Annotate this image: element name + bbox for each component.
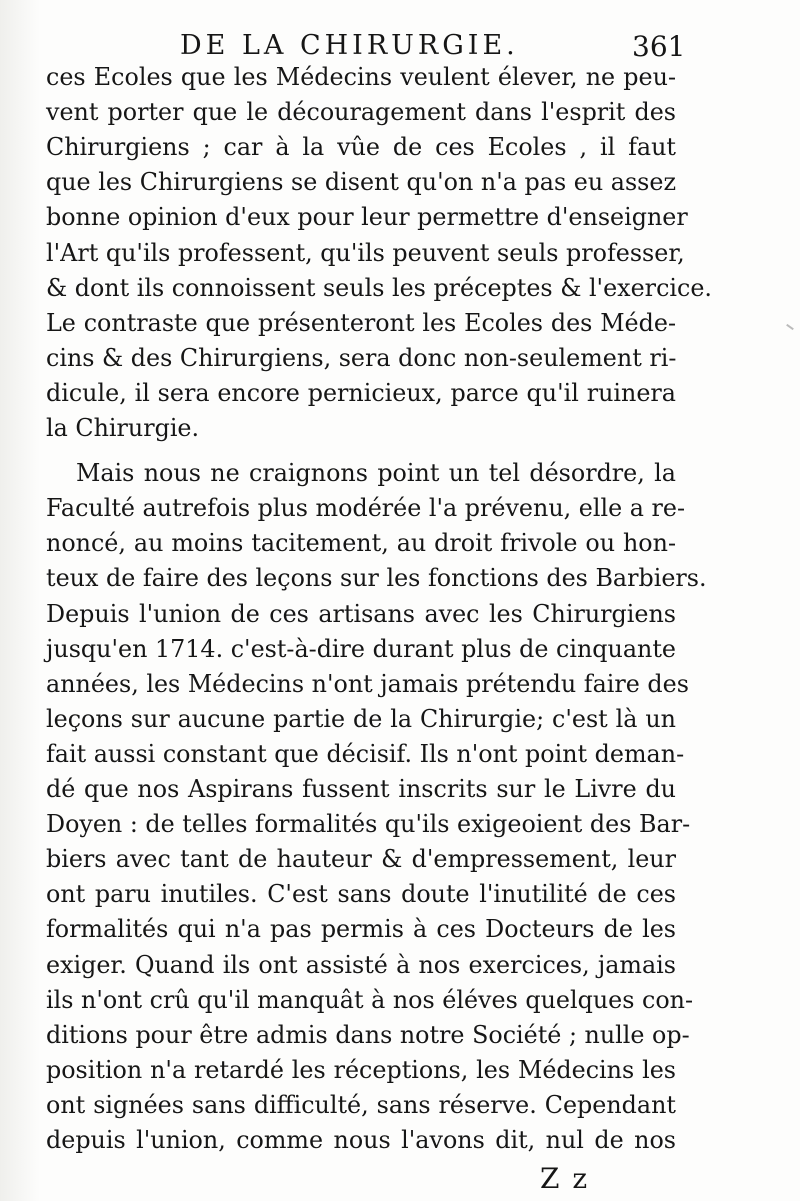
running-head: DE LA CHIRURGIE. [180, 30, 519, 61]
text-line: leçons sur aucune partie de la Chirurgie; c'est là un [46, 704, 676, 733]
text-line: formalités qui n'a pas permis à ces Docteurs de les [46, 915, 676, 944]
text-line: Le contraste que présenteront les Ecoles des Méde- [46, 308, 676, 337]
text-line: ces Ecoles que les Médecins veulent élever, ne peu- [46, 63, 676, 91]
text-line: Doyen : de telles formalités qu'ils exigeoient des Bar- [46, 810, 691, 839]
text-line: ont paru inutiles. C'est sans doute l'inutilité de ces [46, 880, 676, 909]
text-line: bonne opinion d'eux pour leur permettre d'enseigner [46, 203, 688, 232]
text-line: jusqu'en 1714. c'est-à-dire durant plus de cinquante [46, 634, 676, 663]
text-line: la Chirurgie. [46, 414, 200, 442]
text-line: Depuis l'union de ces artisans avec les Chirurgiens [46, 599, 676, 628]
text-line: noncé, au moins tacitement, au droit frivole ou hon- [46, 529, 676, 558]
text-line: Chirurgiens ; car à la vûe de ces Ecoles , il faut [46, 133, 676, 162]
text-line: vent porter que le découragement dans l'esprit des [46, 98, 676, 127]
text-line: que les Chirurgiens se disent qu'on n'a pas eu assez [46, 168, 676, 197]
text-line: ditions pour être admis dans notre Société ; nulle op- [46, 1020, 690, 1049]
signature-mark: Z z [540, 1162, 590, 1196]
text-line: position n'a retardé les réceptions, les Médecins les [46, 1055, 676, 1084]
text-line: biers avec tant de hauteur & d'empressement, leur [46, 845, 676, 874]
text-line: dicule, il sera encore pernicieux, parce qu'il ruinera [46, 378, 676, 407]
gutter-shadow [0, 0, 40, 1201]
text-line: ils n'ont crû qu'il manquât à nos éléves quelques con- [46, 985, 694, 1014]
text-line: Faculté autrefois plus modérée l'a prévenu, elle a re- [46, 494, 685, 523]
text-line: & dont ils connoissent seuls les préceptes & l'exercice. [46, 273, 712, 302]
text-line: l'Art qu'ils professent, qu'ils peuvent seuls professer, [46, 238, 685, 267]
page-number: 361 [632, 30, 686, 63]
text-line: dé que nos Aspirans fussent inscrits sur le Livre du [46, 775, 676, 803]
text-line: années, les Médecins n'ont jamais prétendu faire des [46, 669, 689, 698]
text-line: ont signées sans difficulté, sans réserve. Cependant [46, 1090, 676, 1119]
text-line: depuis l'union, comme nous l'avons dit, nul de nos [46, 1126, 676, 1154]
text-line: Mais nous ne craignons point un tel désordre, la [76, 459, 676, 488]
margin-mark [786, 324, 794, 330]
text-line: fait aussi constant que décisif. Ils n'ont point deman- [46, 739, 685, 768]
text-line: cins & des Chirurgiens, sera donc non-seulement ri- [46, 343, 677, 372]
text-line: exiger. Quand ils ont assisté à nos exercices, jamais [46, 950, 676, 979]
text-line: teux de faire des leçons sur les fonctions des Barbiers. [46, 564, 707, 593]
page-header [0, 30, 800, 62]
